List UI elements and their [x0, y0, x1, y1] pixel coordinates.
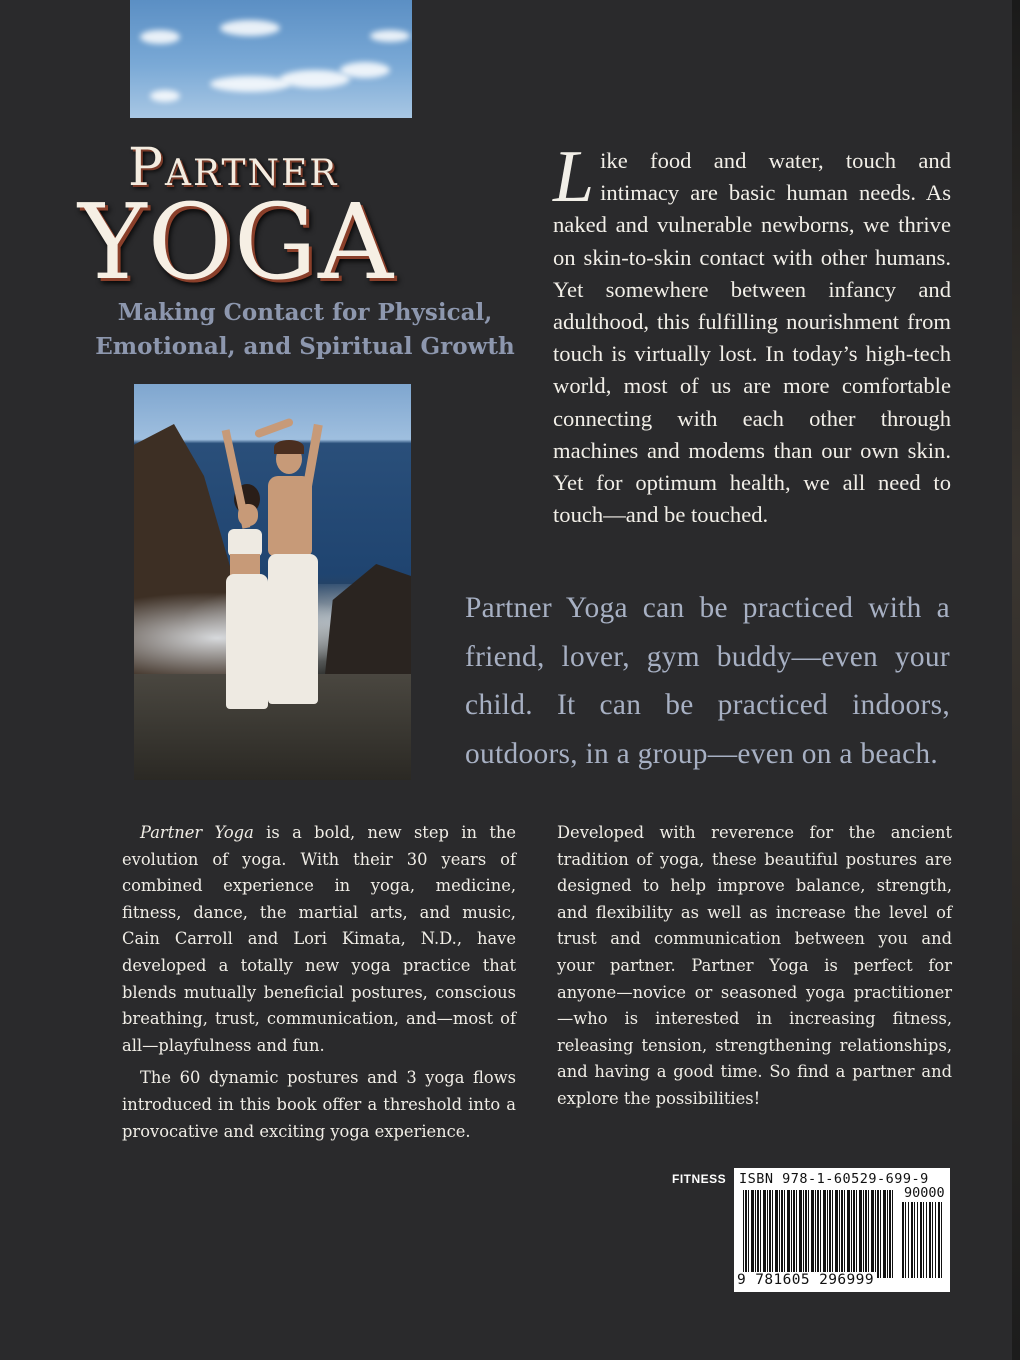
subtitle-line-1: Making Contact for Physical, — [117, 299, 493, 326]
price-code: 90000 — [904, 1185, 945, 1201]
category-label: FITNESS — [672, 1172, 727, 1186]
title-partner: Partner — [128, 138, 339, 198]
isbn-barcode — [734, 1168, 950, 1292]
intro-text: ike food and water, touch and intimacy are basic human needs. As naked and vulnerable newborns, we thrive on skin-to-skin contact with other humans. Yet somewhere between infancy and adulthood, this fulfilling nourishment from touch is virtually lost. In today’s high-tech world, most of us are more comfortable connecting with each other through machines and modems than our own skin. Yet for optimum health, we all need to touch—and be touched. — [553, 148, 951, 528]
body-paragraph: The 60 dynamic postures and 3 yoga flows introduced in this book offer a threshold into a provocative and exciting yoga experience. — [122, 1068, 516, 1141]
body-paragraph: Developed with reverence for the ancient tradition of yoga, these beautiful postures are designed to help improve balance, strength, and flexibility as well as increase the level of trust and communication between you and your partner. Partner Yoga is perfect for anyone—novice or seasoned yoga practitioner—who is interested in increasing fitness, releasing tension, strengthening relationships, and having a good time. So find a partner and explore the possibilities! — [557, 823, 952, 1108]
body-column-left — [122, 820, 516, 1145]
subtitle — [70, 296, 540, 364]
ean-digits: 9 781605 296999 — [737, 1272, 874, 1288]
cover-edge — [1012, 0, 1020, 1360]
title-yoga: YOGA — [78, 181, 395, 303]
book-title-italic: Partner Yoga — [140, 823, 254, 842]
body-column-right — [557, 820, 952, 1113]
couple-yoga-photo — [134, 384, 411, 780]
pull-quote: Partner Yoga can be practiced with a friend, lover, gym buddy—even your child. It can be practiced indoors, outdoors, in a group—even on a beach. — [465, 592, 950, 770]
body-paragraph: Partner Yoga is a bold, new step in the evolution of yoga. With their 30 years of combined experience in yoga, medicine, fitness, dance, the martial arts, and music, Cain Carroll and Lori Kimata, N.D., have developed a totally new yoga practice that blends mutually beneficial postures, conscious breathing, trust, communication, and—most of all—playfulness and fun. — [122, 823, 516, 1055]
dropcap: L — [553, 136, 595, 218]
barcode-bars — [743, 1190, 893, 1278]
subtitle-line-2: Emotional, and Spiritual Growth — [95, 333, 515, 360]
isbn-text: ISBN 978-1-60529-699-9 — [739, 1171, 929, 1187]
sky-photo — [130, 0, 412, 118]
barcode-addon-bars — [902, 1202, 944, 1278]
intro-paragraph — [553, 136, 951, 531]
